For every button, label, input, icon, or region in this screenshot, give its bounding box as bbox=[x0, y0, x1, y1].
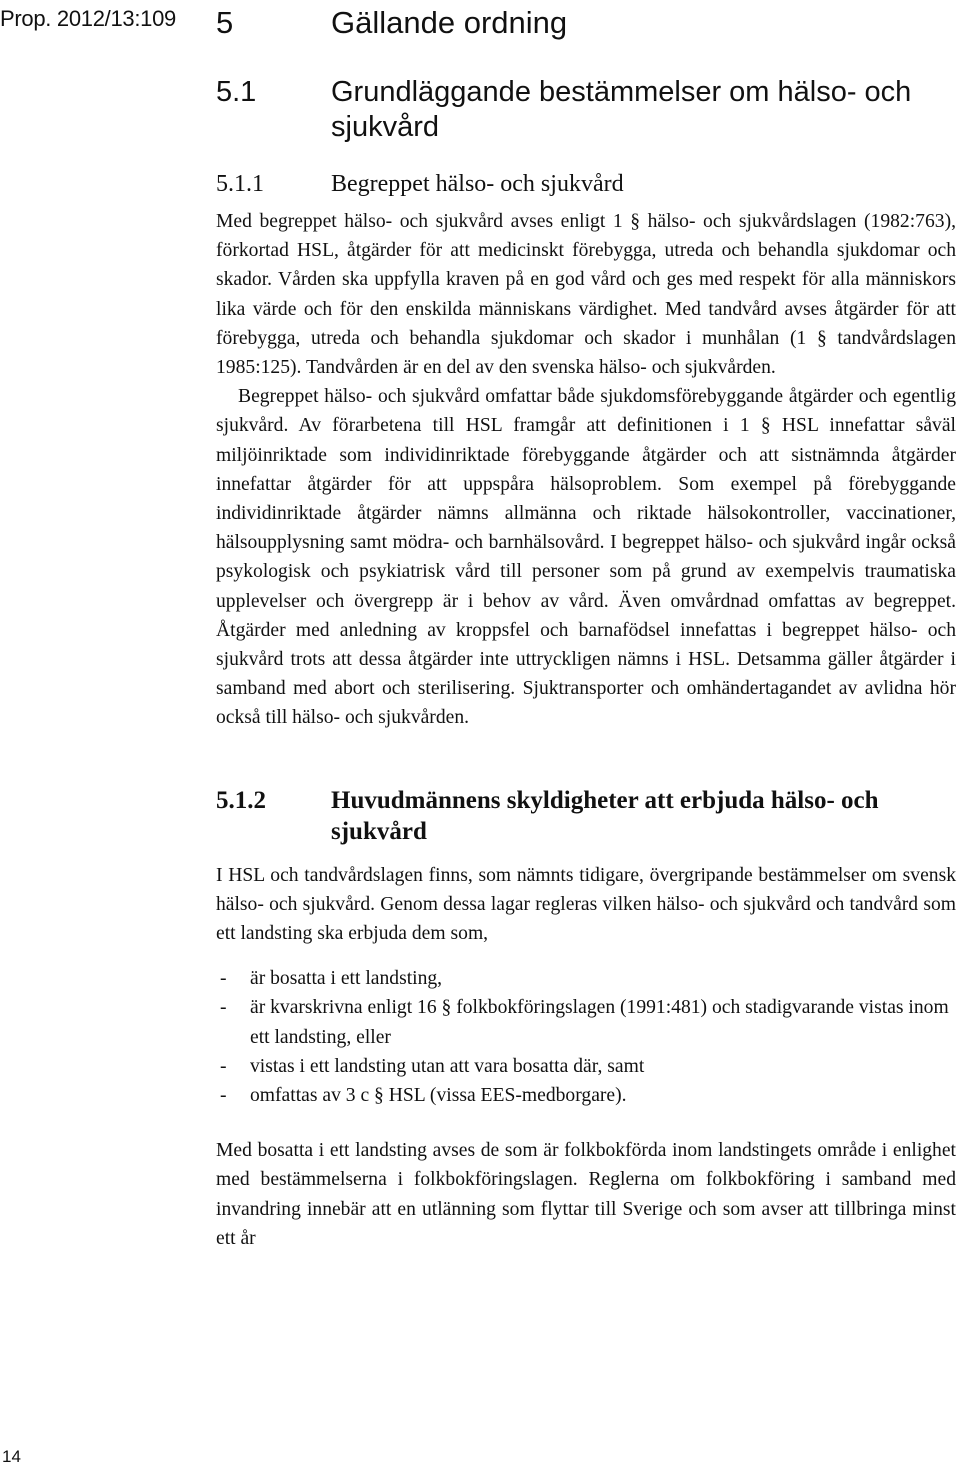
list-item-text: omfattas av 3 c § HSL (vissa EES-medborgare). bbox=[250, 1085, 627, 1107]
list-item bbox=[216, 993, 956, 1051]
list-item-text: är kvarskrivna enligt 16 § folkbokföringslagen (1991:481) och stadigvarande vistas inom ett landsting, eller bbox=[250, 997, 949, 1048]
paragraph: Med bosatta i ett landsting avses de som är folkbokförda inom landstingets område i enlighet med bestämmelserna i folkbokföringslagen. Reglerna om folkbokföring i samband med invandring innebär att en utlänning som flyttar till Sverige och som avser att tillbringa minst ett år bbox=[216, 1140, 956, 1249]
list-item bbox=[216, 1052, 956, 1081]
list-dash: - bbox=[220, 1055, 227, 1077]
page-number: 14 bbox=[2, 1447, 21, 1466]
paragraph: Med begreppet hälso- och sjukvård avses enligt 1 § hälso- och sjukvårdslagen (1982:763), förkortad HSL, åtgärder för att medicinskt förebygga, utreda och behandla sjukdomar och skador. Vården ska uppfylla kraven på en god vård och ges med respekt för alla människors lika värde och för den enskilda människans värdighet. Med tandvård avses åtgärder för att förebygga, utreda och behandla sjukdomar och skador i munhålan (1 § tandvårdslagen 1985:125). Tandvården är en del av den svenska hälso- och sjukvården. bbox=[216, 211, 956, 379]
list-item bbox=[216, 964, 956, 993]
list-dash: - bbox=[220, 1085, 227, 1107]
paragraph: Begreppet hälso- och sjukvård omfattar både sjukdomsförebyggande åtgärder och egentlig sjukvård. Av förarbetena till HSL framgår att definitionen i 1 § HSL innefattar såväl miljöinriktade som individinriktade förebyggande åtgärder och att sistnämnda åtgärder innefattar åtgärder för att uppspåra hälsoproblem. Som exempel på förebyggande individinriktade åtgärder nämns allmänna och riktade hälsokontroller, vaccinationer, hälsoupplysning samt mödra- och barnhälsovård. I begreppet hälso- och sjukvård ingår också psykologisk och psykiatrisk vård till personer som på grund av exempelvis traumatiska upplevelser och övergrepp är i behov av vård. Även omvårdnad omfattas av begreppet. Åtgärder med anledning av kroppsfel och barnafödsel innefattas i begreppet hälso- och sjukvård trots att dessa åtgärder inte uttryckligen nämns i HSL. Detsamma gäller åtgärder i samband med abort och sterilisering. Sjuktransporter och omhändertagandet av avlidna hör också till hälso- och sjukvården. bbox=[216, 386, 956, 729]
subsection-title: Grundläggande bestämmelser om hälso- och sjukvård bbox=[331, 76, 912, 143]
subsection-number: 5.1 bbox=[216, 76, 257, 108]
subsection-heading bbox=[216, 75, 956, 145]
list-dash: - bbox=[220, 968, 227, 990]
sub1-number: 5.1.1 bbox=[216, 171, 264, 197]
sub2-title: Huvudmännens skyldigheter att erbjuda hälso- och sjukvård bbox=[331, 786, 879, 845]
list-item bbox=[216, 1081, 956, 1110]
sub1-heading bbox=[216, 169, 956, 199]
page-content bbox=[216, 4, 956, 1253]
document-reference: Prop. 2012/13:109 bbox=[0, 6, 176, 31]
section-heading bbox=[216, 4, 956, 42]
section-title: Gällande ordning bbox=[331, 5, 568, 40]
paragraph: I HSL och tandvårdslagen finns, som nämnts tidigare, övergripande bestämmelser om svensk hälso- och sjukvård. Genom dessa lagar regleras vilken hälso- och sjukvård och tandvård som ett landsting ska erbjuda dem som, bbox=[216, 864, 956, 945]
list-item-text: vistas i ett landsting utan att vara bosatta där, samt bbox=[250, 1055, 645, 1077]
sub2-heading bbox=[216, 785, 956, 847]
sub2-number: 5.1.2 bbox=[216, 786, 266, 814]
sub1-title: Begreppet hälso- och sjukvård bbox=[331, 171, 624, 197]
conditions-list bbox=[216, 964, 956, 1110]
list-item-text: är bosatta i ett landsting, bbox=[250, 968, 443, 990]
list-dash: - bbox=[220, 997, 227, 1019]
section-number: 5 bbox=[216, 5, 234, 40]
